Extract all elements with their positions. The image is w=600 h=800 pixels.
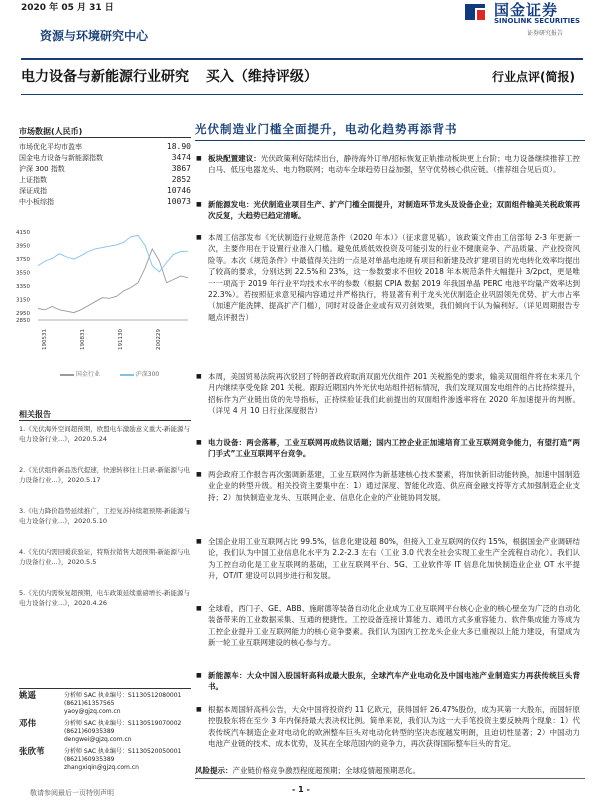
chart-legend <box>60 369 159 378</box>
y-tick-label: 2850 <box>16 318 30 324</box>
analyst-block <box>19 720 199 746</box>
y-tick-label: 3550 <box>16 270 30 277</box>
research-center: 资源与环境研究中心 <box>40 29 149 43</box>
related-report-item[interactable]: 1.《光伏海外空间超预期，欧盟电车激励意义重大-新能源与电力设备行业...》，2020.5.24 <box>19 425 191 443</box>
analyst-divider <box>19 688 191 689</box>
allocation-text: 光伏政策利好陆续出台，静待海外订单/招标恢复正轨推动板块更上台阶；电力设备继续推荐工控白马、低压电器龙头、电力物联网；电动车全球趋势日益加强，坚守优势核心供应链。（推荐组合见后页）。 <box>208 154 580 175</box>
related-reports-title: 相关报告 <box>19 410 51 419</box>
market-row <box>19 186 191 196</box>
sinolink-logo-icon <box>463 2 487 22</box>
report-type: 行业点评(简报) <box>492 70 575 84</box>
paragraph-ev-heading: ■ 新能源车：大众中国入股国轩高科成最大股东，全球汽车产业电动化及中国电池产业制造实力再获传统巨头背书。 <box>208 670 580 693</box>
analyst-contact <box>64 720 204 744</box>
analyst-contact-line: 分析师 SAC 执业编号：S1130520050001 <box>64 748 182 755</box>
analyst-contact-line: zhangxiqin@gjzq.com.cn <box>64 764 139 771</box>
related-divider <box>19 420 191 421</box>
market-value: 10746 <box>166 186 191 195</box>
series-line-0 <box>38 249 188 313</box>
risk-label: 风险提示： <box>195 766 233 775</box>
market-row <box>19 175 191 185</box>
analyst-name: 张欣苇 <box>19 747 45 757</box>
paragraph-new-infra: ■ 两会政府工作报告再次强调新基建，工业互联网作为新基建核心技术要素，将加快新旧动能转换，加速中国制造业企业的转型升级。相关投资主要集中在：1）通过深度、智能化改造、供应商金融支持等方式加强制造企业支持；2）加快制造业龙头、互联网企业、信息化企业的产业链协同发展。 <box>208 469 580 503</box>
analyst-contact-line: yaoy@gjzq.com.cn <box>64 708 121 715</box>
y-tick-label: 3950 <box>16 243 30 250</box>
market-value: 2852 <box>171 175 191 184</box>
paragraph-bifacial: ■ 本周，美国贸易法院再次驳回了特朗普政府取消双面光伏组件 201 关税豁免的要求，输美双面组件将在未来几个月内继续享受免除 201 关税。跟踪近期国内外光伏电站组件招标情况，我们发现双面发电组件的占比持续提升，招标作为产业链出货的先导指标，正持续验证我们此前提出的双面组件渗透率将在 2020 年加速提升的判断。（详见 4 月 10 日行业深度报告） <box>208 371 580 417</box>
market-value: 3867 <box>171 164 191 173</box>
analyst-contact-line: (8621)60935389 <box>64 728 115 735</box>
logo-subtitle: 证券研究报告 <box>527 30 564 37</box>
main-title: 光伏制造业门槛全面提升，电动化趋势再添背书 <box>195 122 458 136</box>
market-row <box>19 197 191 207</box>
y-tick-label: 3150 <box>16 297 30 304</box>
risk-text: 产业链价格竞争激烈程度超预期；全球疫情超预期恶化。 <box>232 766 420 775</box>
market-row <box>19 153 191 163</box>
market-value: 18.90 <box>166 142 191 151</box>
risk-note <box>195 765 420 776</box>
legend-swatch-industry <box>60 374 74 376</box>
report-date: 2020 年 05 月 31 日 <box>21 3 114 13</box>
market-label: 深证成指 <box>19 187 47 195</box>
market-label: 中小板综指 <box>19 198 54 206</box>
rating: 买入（维持评级） <box>205 69 318 85</box>
y-tick-label: 3750 <box>16 257 30 264</box>
analyst-contact-line: (8621)60935389 <box>64 756 115 763</box>
logo-name: 国金证券 <box>494 1 559 19</box>
analyst-contact <box>64 748 204 772</box>
related-report-item[interactable]: 5.《光伏内需恢复超预期，电车政策延续重磅增长-新能源与电力设备行业...》，2020.4.26 <box>19 589 191 607</box>
x-tick-label: 190531 <box>42 329 48 350</box>
paragraph-power-heading: ■ 电力设备：两会落幕，工业互联网再成热议话题；国内工控企业正加速培育工业互联网竞争能力，有望打造“两门手式”工业互联网平台竞争。 <box>208 437 580 460</box>
market-label: 沪深 300 指数 <box>19 165 65 173</box>
legend-industry: 国金行业 <box>75 371 100 378</box>
analyst-block <box>19 692 199 718</box>
series-line-1 <box>38 235 188 272</box>
market-divider <box>19 137 191 138</box>
market-row <box>19 142 191 152</box>
paragraph-global: ■ 全球看，西门子、GE、ABB、施耐德等装备自动化企业成为工业互联网平台核心企业的核心壁垒为广泛的自动化装备带来的工业数据采集、互通的便捷性。工控设备连接计算能力、通讯方式多重容能力、软件集成能力等成为工控企业提升工业互联网能力的核心竞争要素。我们认为国内工控龙头企业大多已重视以上能力建设，有望成为新一轮工业互联网建设的核心参与方。 <box>208 603 580 649</box>
analyst-name: 姚遥 <box>19 691 37 701</box>
x-tick-label: 200229 <box>156 329 162 350</box>
industry-name: 电力设备与新能源行业研究 <box>21 69 189 85</box>
risk-divider <box>195 778 585 779</box>
paragraph-allocation <box>208 153 580 176</box>
market-label: 上证指数 <box>19 176 47 184</box>
paragraph-vw-gotion: ■ 根据本周国轩高科公告，大众中国将投资约 11 亿欧元，获得国轩 26.47%股份，成为其第一大股东，而国轩原控股股东将在至少 3 年内保持最大表决权比例。简单来说，我们认为这一大手笔投资主要反映两个现象：1）代表传统汽车制造企业对电动化的欧洲整车巨头对电动化转型的坚决态度越发明朗，且迫切性显著；2）中国动力电池产业链的技术、成本优势，及其在全球范国内的竞争力，再次获得国际整车巨头的肯定。 <box>208 704 580 750</box>
logo-english: SINOLINK SECURITIES <box>494 17 581 25</box>
x-tick-label: 191130 <box>118 329 124 350</box>
paragraph-pv-policy: ■ 本周工信部发布《光伏制造行业规范条件（2020 年本）》（征求意见稿），该政策文件由工信部每 2-3 年更新一次，主要作用在于设置行业准入门槛。避免低质低效投资及可能引发的行业不健康竞争、产品质量、产业投资风险等。本次《规范条件》中最值得关注的一点是对单晶电池规有项目和新建及改扩建项目的光电转化效率均提出了较高的要求，分别达到 22.5%和 23%，这一参数要求不但较 2018 年本规范条件大幅提升 3/2pct，更是唯一一项高于 2019 年行业平均技术水平的参数（根据 CPIA 数据 2019 年我国单晶 PERC 电池平均量产效率达到 22.3%）。若按照征求意见稿内容通过并严格执行，将显著有利于龙头光伏制造企业巩固领先优势、扩大市占率（加速产能洗牌、提高扩产门槛），同时对设备企业或有双刃剑效果，我们倾向于认为偏利好。（详见周期报告专题点评报告） <box>208 232 580 323</box>
page-number: - 1 - <box>292 785 310 794</box>
market-label: 国金电力设备与新能源指数 <box>19 154 103 162</box>
market-value: 10073 <box>166 197 191 206</box>
related-report-item[interactable]: 4.《光伏内需回暖获验证，特斯拉销售大超预期-新能源与电力设备行业...》，2020.5.5 <box>19 548 191 566</box>
analyst-contact-line: dengwei@gjzq.com.cn <box>64 736 132 743</box>
analyst-block <box>19 748 199 774</box>
y-tick-label: 4150 <box>16 230 30 236</box>
header-divider <box>21 58 583 60</box>
paragraph-industrial-internet: ■ 全国企业用工业互联网占比 99.5%，信息化建设超 80%，但接入工业互联网的仅约 15%，根据国金产业调研结论，我们认为中国工业信息化水平为 2.2-2.3 左右（工业 3.0 代表全社会实现工业生产全流程自动化）。我们认为工控自动化是工业互联网的基础，工业互联网平台、5G、工业软件等 IT 信息化加快制造业企业 OT 水平提升，OT/IT 建设可以同步进行和发展。 <box>208 536 580 582</box>
header-divider-2 <box>21 94 583 95</box>
analyst-contact-line: (8621)61357565 <box>64 700 115 707</box>
analyst-name: 邓伟 <box>19 719 37 729</box>
paragraph-pv-heading: ■ 新能源发电：光伏制造业项目生产、扩产门槛全面提升，对制造环节龙头及设备企业；双面组件输美关税政策再次反复，大趋势已趋定清晰。 <box>208 199 580 222</box>
index-chart <box>16 228 192 364</box>
analyst-contact-line: 分析师 SAC 执业编号：S1130512080001 <box>64 692 182 699</box>
y-tick-label: 2950 <box>16 311 30 318</box>
analyst-contact <box>64 692 204 716</box>
x-tick-label: 190831 <box>80 329 86 350</box>
industry-title <box>21 66 318 86</box>
related-report-item[interactable]: 2.《光伏组件新品迭代提速，快速转移往上目录-新能源与电力设备行业...》，2020.5.17 <box>19 466 191 484</box>
market-data-title: 市场数据(人民币) <box>19 127 83 136</box>
legend-hs300: 沪深300 <box>135 371 160 378</box>
related-report-item[interactable]: 3.《电力降价趋势延续推广，工控复苏持续超预期-新能源与电力设备行业...》，2020.5.10 <box>19 507 191 525</box>
allocation-label: 板块配置建议： <box>208 154 261 163</box>
title-divider <box>195 140 585 141</box>
market-value: 3474 <box>171 153 191 162</box>
market-label: 市场优化平均市盈率 <box>19 143 82 151</box>
footer-disclaimer: 敬请参阅最后一页特别声明 <box>30 789 114 797</box>
market-row <box>19 164 191 174</box>
legend-swatch-hs300 <box>120 374 134 376</box>
y-tick-label: 3350 <box>16 284 30 291</box>
analyst-contact-line: 分析师 SAC 执业编号：S1130519070002 <box>64 720 182 727</box>
